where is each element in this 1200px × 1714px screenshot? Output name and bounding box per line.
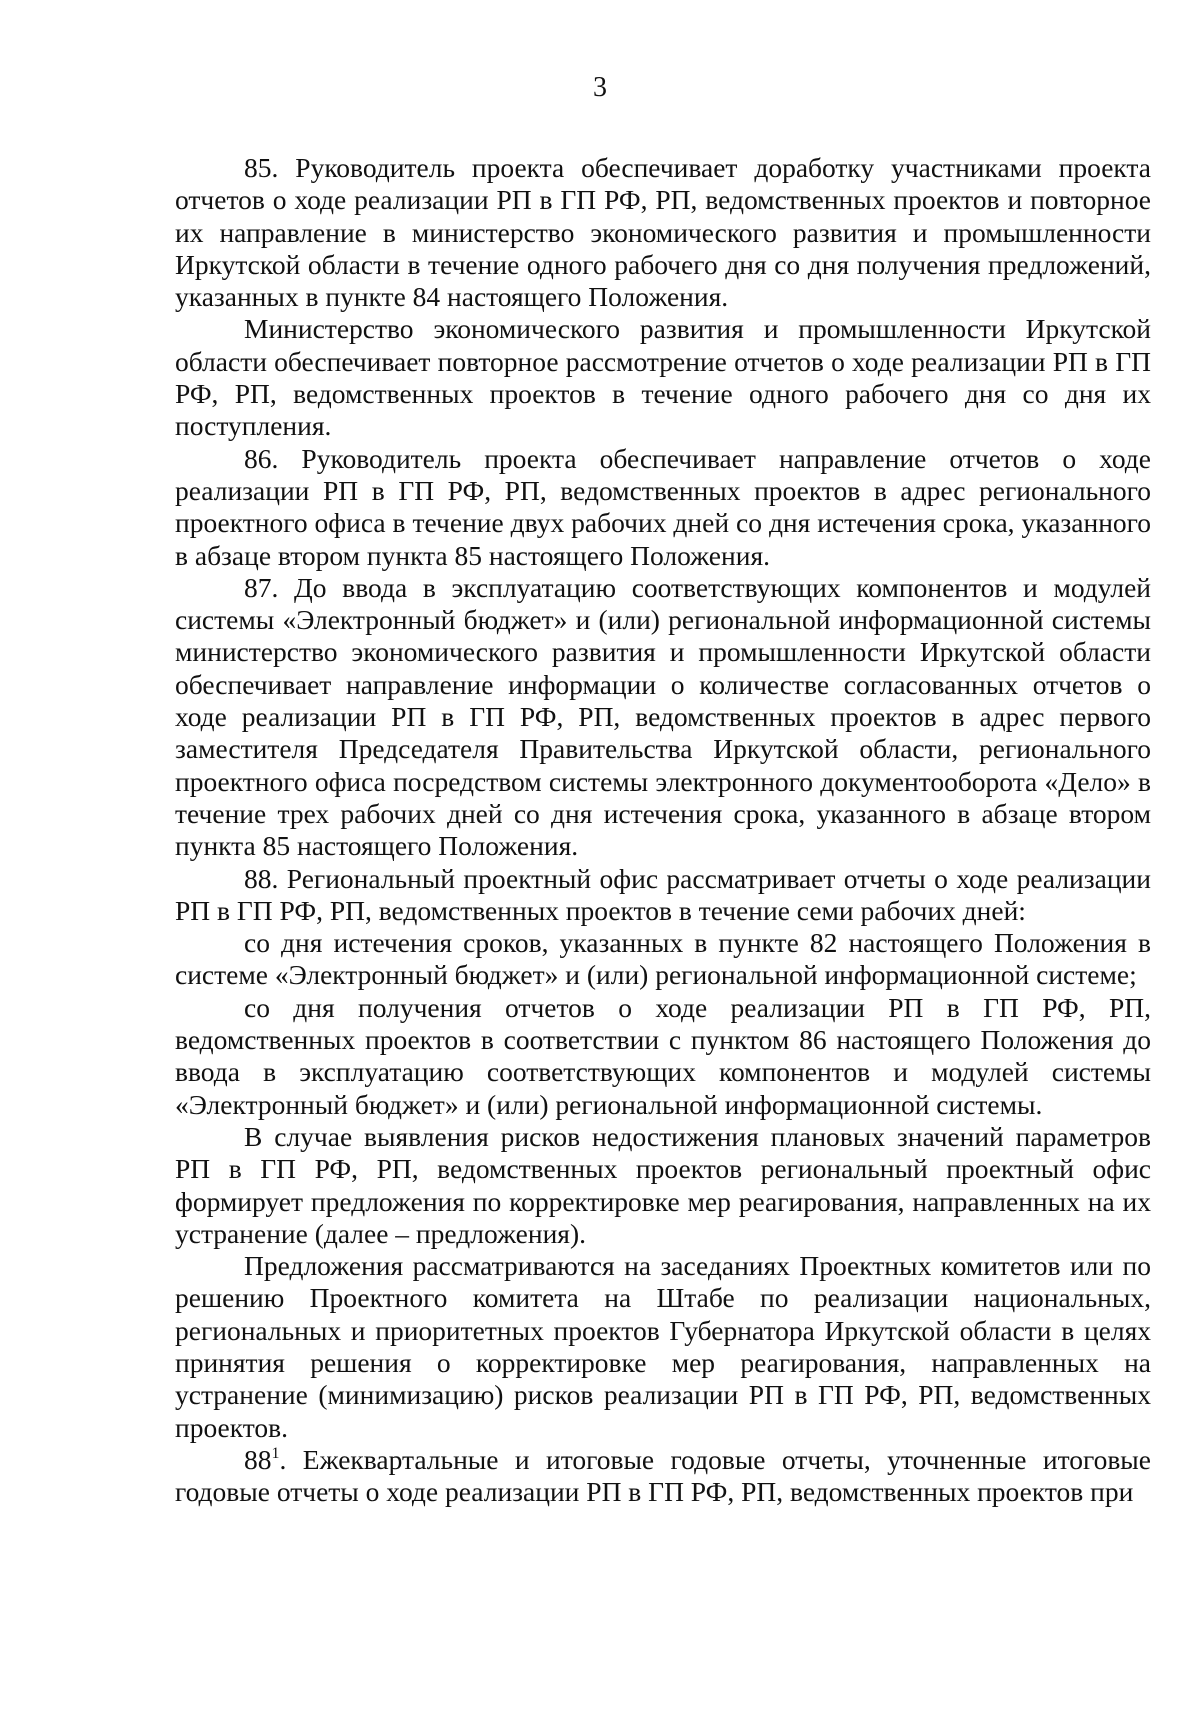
- paragraph-88-item-2: со дня получения отчетов о ходе реализации РП в ГП РФ, РП, ведомственных проектов в соответствии с пунктом 86 настоящего Положения до ввода в эксплуатацию соответствующих компонентов и модулей системы «Электронный бюджет» и (или) региональной информационной системы.: [175, 991, 1151, 1120]
- page-number: 3: [593, 72, 607, 103]
- paragraph-87: 87. До ввода в эксплуатацию соответствующих компонентов и модулей системы «Электронный бюджет» и (или) региональной информационной системы министерство экономического развития и промышленности Иркутской области обеспечивает направление информации о количестве согласованных отчетов о ходе реализации РП в ГП РФ, РП, ведомственных проектов в адрес первого заместителя Председателя Правительства Иркутской области, регионального проектного офиса посредством системы электронного документооборота «Дело» в течение трех рабочих дней со дня истечения срока, указанного в абзаце втором пункта 85 настоящего Положения.: [175, 571, 1151, 862]
- paragraph-superscript: 1: [271, 1444, 280, 1462]
- paragraph-88: 88. Региональный проектный офис рассматривает отчеты о ходе реализации РП в ГП РФ, РП, ведомственных проектов в течение семи рабочих дней:: [175, 862, 1151, 926]
- paragraph-text: . Ежеквартальные и итоговые годовые отчеты, уточненные итоговые годовые отчеты о ходе реализации РП в ГП РФ, РП, ведомственных проектов при: [175, 1443, 1151, 1508]
- paragraph-number: 88: [244, 1443, 272, 1475]
- paragraph-88-proposals: Предложения рассматриваются на заседаниях Проектных комитетов или по решению Проектного комитета на Штабе по реализации национальных, региональных и приоритетных проектов Губернатора Иркутской области в целях принятия решения о корректировке мер реагирования, направленных на устранение (минимизацию) рисков реализации РП в ГП РФ, РП, ведомственных проектов.: [175, 1250, 1151, 1443]
- paragraph-88-1: [175, 1444, 1151, 1509]
- paragraph-85: 85. Руководитель проекта обеспечивает доработку участниками проекта отчетов о ходе реализации РП в ГП РФ, РП, ведомственных проектов и повторное их направление в министерство экономического развития и промышленности Иркутской области в течение одного рабочего дня со дня получения предложений, указанных в пункте 84 настоящего Положения.: [175, 152, 1151, 313]
- paragraph-86: 86. Руководитель проекта обеспечивает направление отчетов о ходе реализации РП в ГП РФ, РП, ведомственных проектов в адрес регионального проектного офиса в течение двух рабочих дней со дня истечения срока, указанного в абзаце втором пункта 85 настоящего Положения.: [175, 442, 1151, 571]
- document-body: [175, 152, 1151, 1508]
- paragraph-85-second: Министерство экономического развития и промышленности Иркутской области обеспечивает повторное рассмотрение отчетов о ходе реализации РП в ГП РФ, РП, ведомственных проектов в течение одного рабочего дня со дня их поступления.: [175, 313, 1151, 442]
- paragraph-88-item-1: со дня истечения сроков, указанных в пункте 82 настоящего Положения в системе «Электронный бюджет» и (или) региональной информационной системе;: [175, 927, 1151, 991]
- paragraph-88-risks: В случае выявления рисков недостижения плановых значений параметров РП в ГП РФ, РП, ведомственных проектов региональный проектный офис формирует предложения по корректировке мер реагирования, направленных на их устранение (далее – предложения).: [175, 1120, 1151, 1249]
